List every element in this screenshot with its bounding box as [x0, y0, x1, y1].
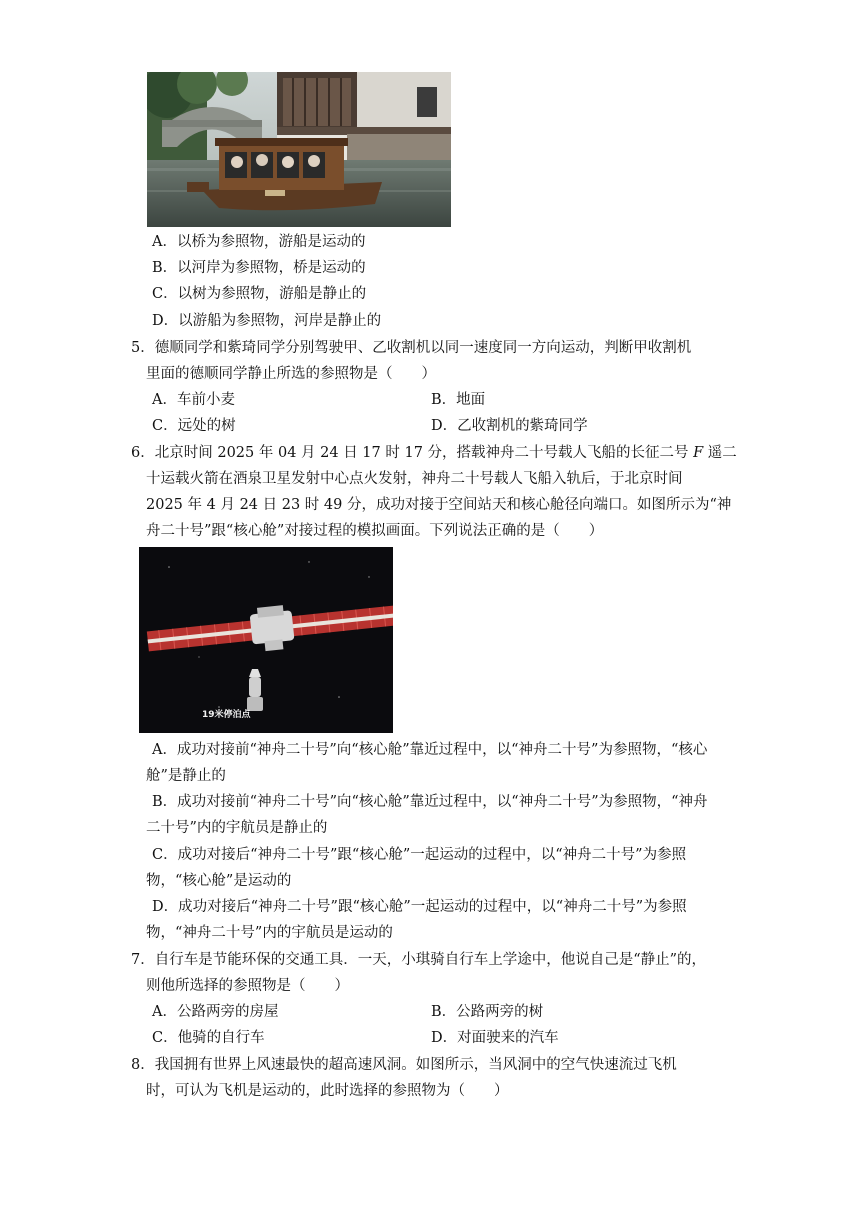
option-text: 他骑的自行车: [177, 1030, 265, 1046]
q6-option-b-line2: 二十号”内的宇航员是静止的: [146, 820, 328, 836]
q4-option-a: [152, 232, 365, 252]
q6-stem-line1: [131, 443, 737, 463]
option-text: 远处的树: [177, 418, 236, 434]
option-letter: C．: [152, 847, 178, 863]
option-letter: B．: [152, 260, 178, 276]
q7-stem-line1: [131, 950, 706, 970]
q7-option-a: [152, 1002, 278, 1022]
q6-stem-line3: 2025 年 4 月 24 日 23 时 49 分，成功对接于空间站天和核心舱径向端口。如图所示为“神: [146, 497, 732, 513]
option-text: 地面: [456, 392, 486, 408]
option-text: 成功对接后“神舟二十号”跟“核心舱”一起运动的过程中，以“神舟二十号”为参照: [178, 899, 687, 915]
option-text: 公路两旁的树: [456, 1004, 544, 1020]
question-text: 自行车是节能环保的交通工具．一天，小琪骑自行车上学途中，他说自己是“静止”的，: [154, 952, 707, 968]
q4-option-c: [152, 284, 366, 304]
option-letter: C．: [152, 1030, 178, 1046]
q4-option-d: [152, 311, 381, 331]
option-letter: A．: [152, 1004, 177, 1020]
option-text: 乙收割机的紫琦同学: [457, 418, 588, 434]
question-number: 7．: [131, 952, 155, 968]
option-letter: B．: [152, 794, 178, 810]
option-letter: C．: [152, 418, 178, 434]
option-letter: D．: [152, 899, 179, 915]
question-text: 遥二: [703, 445, 737, 461]
option-letter: D．: [431, 418, 458, 434]
option-text: 公路两旁的房屋: [176, 1004, 279, 1020]
question-text: 德顺同学和紫琦同学分别驾驶甲、乙收割机以同一速度同一方向运动，判断甲收割机: [154, 340, 692, 356]
q6-option-c-line1: [152, 845, 686, 865]
q8-stem-line2: 时，可认为飞机是运动的，此时选择的参照物为（ ）: [146, 1083, 509, 1099]
option-letter: D．: [152, 313, 179, 329]
option-text: 以游船为参照物，河岸是静止的: [178, 313, 382, 329]
option-text: 以河岸为参照物，桥是运动的: [177, 260, 366, 276]
option-text: 成功对接前“神舟二十号”向“核心舱”靠近过程中，以“神舟二十号”为参照物，“神舟: [177, 794, 708, 810]
q6-stem-line2: 十运载火箭在酒泉卫星发射中心点火发射，神舟二十号载人飞船入轨后，于北京时间: [146, 471, 683, 487]
option-letter: C．: [152, 286, 178, 302]
q6-option-a-line1: [152, 740, 707, 760]
option-text: 车前小麦: [176, 392, 235, 408]
option-letter: B．: [431, 392, 457, 408]
q4-option-b: [152, 258, 366, 278]
option-text: 成功对接前“神舟二十号”向“核心舱”靠近过程中，以“神舟二十号”为参照物，“核心: [176, 742, 708, 758]
option-text: 以桥为参照物，游船是运动的: [176, 234, 366, 250]
q6-option-c-line2: 物，“核心舱”是运动的: [146, 873, 292, 889]
question-number: 6．: [131, 445, 155, 461]
q6-option-a-line2: 舱”是静止的: [146, 768, 226, 784]
docking-caption: 19米停泊点: [202, 710, 251, 720]
boat-photo: [147, 72, 451, 227]
question-number: 8．: [131, 1057, 155, 1073]
question-number: 5．: [131, 340, 155, 356]
option-letter: A．: [152, 742, 177, 758]
option-text: 以树为参照物，游船是静止的: [177, 286, 367, 302]
q5-stem-line2: 里面的德顺同学静止所选的参照物是（ ）: [146, 366, 436, 382]
option-letter: B．: [431, 1004, 457, 1020]
boat-photo-illustration: [147, 72, 451, 227]
rocket-model-letter: F: [693, 445, 704, 461]
q6-stem-line4: 舟二十号”跟“核心舱”对接过程的模拟画面。下列说法正确的是（ ）: [146, 523, 604, 539]
q7-option-d: [431, 1028, 559, 1048]
option-text: 对面驶来的汽车: [457, 1030, 559, 1046]
q5-option-d: [431, 416, 588, 436]
option-letter: D．: [431, 1030, 458, 1046]
option-letter: A．: [152, 234, 177, 250]
q7-option-c: [152, 1028, 265, 1048]
question-text: 北京时间 2025 年 04 月 24 日 17 时 17 分，搭载神舟二十号载人飞船的长征二号: [154, 445, 694, 461]
question-text: 我国拥有世界上风速最快的超高速风洞。如图所示，当风洞中的空气快速流过飞机: [154, 1057, 677, 1073]
option-text: 成功对接后“神舟二十号”跟“核心舱”一起运动的过程中，以“神舟二十号”为参照: [177, 847, 687, 863]
q6-option-b-line1: [152, 792, 708, 812]
docking-simulation-illustration: [139, 547, 393, 733]
q7-option-b: [431, 1002, 543, 1022]
q6-option-d-line1: [152, 897, 687, 917]
q5-stem-line1: [131, 338, 691, 358]
q7-stem-line2: 则他所选择的参照物是（ ）: [146, 978, 349, 994]
q5-option-b: [431, 390, 485, 410]
q5-option-a: [152, 390, 235, 410]
q8-stem-line1: [131, 1055, 677, 1075]
q6-option-d-line2: 物，“神舟二十号”内的宇航员是运动的: [146, 925, 393, 941]
option-letter: A．: [152, 392, 177, 408]
docking-simulation-image: [139, 547, 393, 733]
q5-option-c: [152, 416, 236, 436]
